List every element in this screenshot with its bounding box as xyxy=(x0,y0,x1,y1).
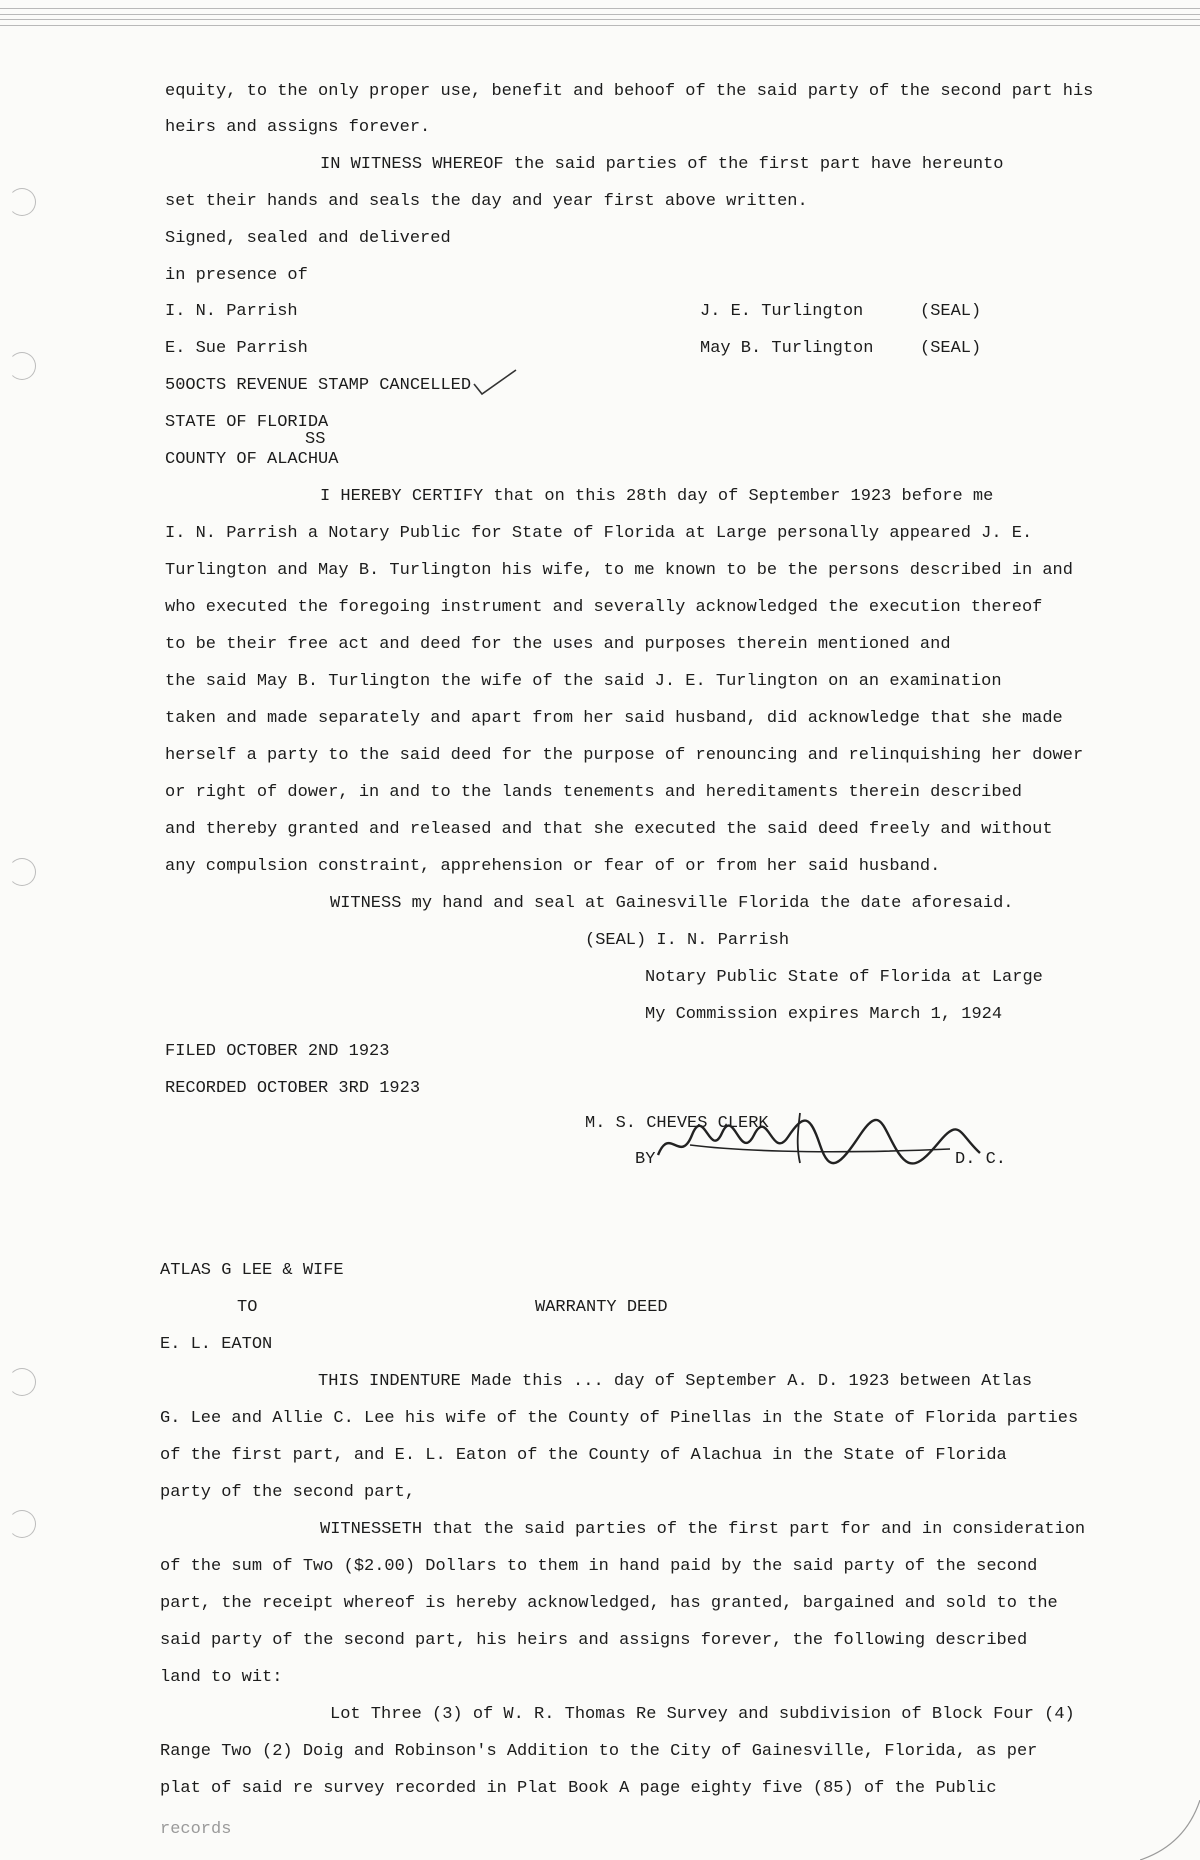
stamp-note: 50OCTS REVENUE STAMP CANCELLED xyxy=(165,376,472,395)
seal-label: (SEAL) xyxy=(920,339,982,358)
punch-hole xyxy=(8,1368,36,1396)
indenture-line: land to wit: xyxy=(160,1668,283,1687)
punch-hole xyxy=(8,858,36,886)
deputy-clerk-label: D. C. xyxy=(955,1150,1007,1169)
clerk-signature-icon xyxy=(650,1105,990,1175)
by-label: BY xyxy=(635,1150,656,1169)
punch-hole xyxy=(8,1510,36,1538)
legal-description: Range Two (2) Doig and Robinson's Addition to the City of Gainesville, Florida, as per xyxy=(160,1742,1038,1761)
legal-description: Lot Three (3) of W. R. Thomas Re Survey and subdivision of Block Four (4) xyxy=(330,1705,1075,1724)
notary-title: Notary Public State of Florida at Large xyxy=(645,968,1043,987)
deed-line: set their hands and seals the day and year first above written. xyxy=(165,192,808,211)
to-label: TO xyxy=(237,1298,258,1317)
grantor-name: J. E. Turlington xyxy=(700,302,864,321)
ss-mark: SS xyxy=(305,430,326,449)
grantor-party: ATLAS G LEE & WIFE xyxy=(160,1261,344,1280)
deed-line: Signed, sealed and delivered xyxy=(165,229,451,248)
certificate-line: and thereby granted and released and that she executed the said deed freely and without xyxy=(165,820,1053,839)
commission-expiry: My Commission expires March 1, 1924 xyxy=(645,1005,1003,1024)
check-mark-icon xyxy=(470,368,520,398)
document-type: WARRANTY DEED xyxy=(535,1298,668,1317)
indenture-line: part, the receipt whereof is hereby acknowledged, has granted, bargained and sold to the xyxy=(160,1594,1058,1613)
certificate-line: I HEREBY CERTIFY that on this 28th day of September 1923 before me xyxy=(320,487,994,506)
deed-line: IN WITNESS WHEREOF the said parties of the first part have hereunto xyxy=(320,155,1004,174)
top-rule xyxy=(0,25,1200,26)
county-header: COUNTY OF ALACHUA xyxy=(165,450,339,469)
certificate-line: the said May B. Turlington the wife of the said J. E. Turlington on an examination xyxy=(165,672,1002,691)
indenture-line: said party of the second part, his heirs and assigns forever, the following described xyxy=(160,1631,1028,1650)
deed-line: in presence of xyxy=(165,266,308,285)
recorded-date: RECORDED OCTOBER 3RD 1923 xyxy=(165,1079,421,1098)
certificate-line: WITNESS my hand and seal at Gainesville Florida the date aforesaid. xyxy=(330,894,1014,913)
certificate-line: any compulsion constraint, apprehension or fear of or from her said husband. xyxy=(165,857,941,876)
certificate-line: or right of dower, in and to the lands tenements and hereditaments therein described xyxy=(165,783,1022,802)
clerk-line: M. S. CHEVES CLERK xyxy=(585,1114,769,1133)
top-rule xyxy=(0,19,1200,20)
certificate-line: Turlington and May B. Turlington his wife, to me known to be the persons described in and xyxy=(165,561,1073,580)
punch-hole xyxy=(8,188,36,216)
witness-name: I. N. Parrish xyxy=(165,302,298,321)
indenture-line: WITNESSETH that the said parties of the first part for and in consideration xyxy=(320,1520,1086,1539)
legal-description: plat of said re survey recorded in Plat Book A page eighty five (85) of the Public xyxy=(160,1779,997,1798)
indenture-line: of the first part, and E. L. Eaton of the County of Alachua in the State of Florida xyxy=(160,1446,1007,1465)
state-header: STATE OF FLORIDA xyxy=(165,413,329,432)
witness-name: E. Sue Parrish xyxy=(165,339,308,358)
punch-hole xyxy=(8,352,36,380)
deed-line: heirs and assigns forever. xyxy=(165,118,431,137)
certificate-line: who executed the foregoing instrument and severally acknowledged the execution thereof xyxy=(165,598,1043,617)
indenture-line: party of the second part, xyxy=(160,1483,416,1502)
page-curl-icon xyxy=(1140,1800,1200,1860)
certificate-line: taken and made separately and apart from her said husband, did acknowledge that she made xyxy=(165,709,1063,728)
grantee-party: E. L. EATON xyxy=(160,1335,273,1354)
certificate-line: herself a party to the said deed for the purpose of renouncing and relinquishing her dower xyxy=(165,746,1084,765)
legal-description: records xyxy=(160,1820,232,1839)
certificate-line: to be their free act and deed for the uses and purposes therein mentioned and xyxy=(165,635,951,654)
top-rule xyxy=(0,8,1200,9)
seal-label: (SEAL) xyxy=(920,302,982,321)
certificate-line: I. N. Parrish a Notary Public for State of Florida at Large personally appeared J. E. xyxy=(165,524,1033,543)
indenture-line: of the sum of Two ($2.00) Dollars to them in hand paid by the said party of the second xyxy=(160,1557,1038,1576)
top-rule xyxy=(0,14,1200,15)
filed-date: FILED OCTOBER 2ND 1923 xyxy=(165,1042,390,1061)
grantor-name: May B. Turlington xyxy=(700,339,874,358)
indenture-line: G. Lee and Allie C. Lee his wife of the County of Pinellas in the State of Florida parties xyxy=(160,1409,1079,1428)
indenture-line: THIS INDENTURE Made this ... day of September A. D. 1923 between Atlas xyxy=(318,1372,1033,1391)
deed-line: equity, to the only proper use, benefit and behoof of the said party of the second part his xyxy=(165,82,1094,101)
notary-signature: (SEAL) I. N. Parrish xyxy=(585,931,790,950)
